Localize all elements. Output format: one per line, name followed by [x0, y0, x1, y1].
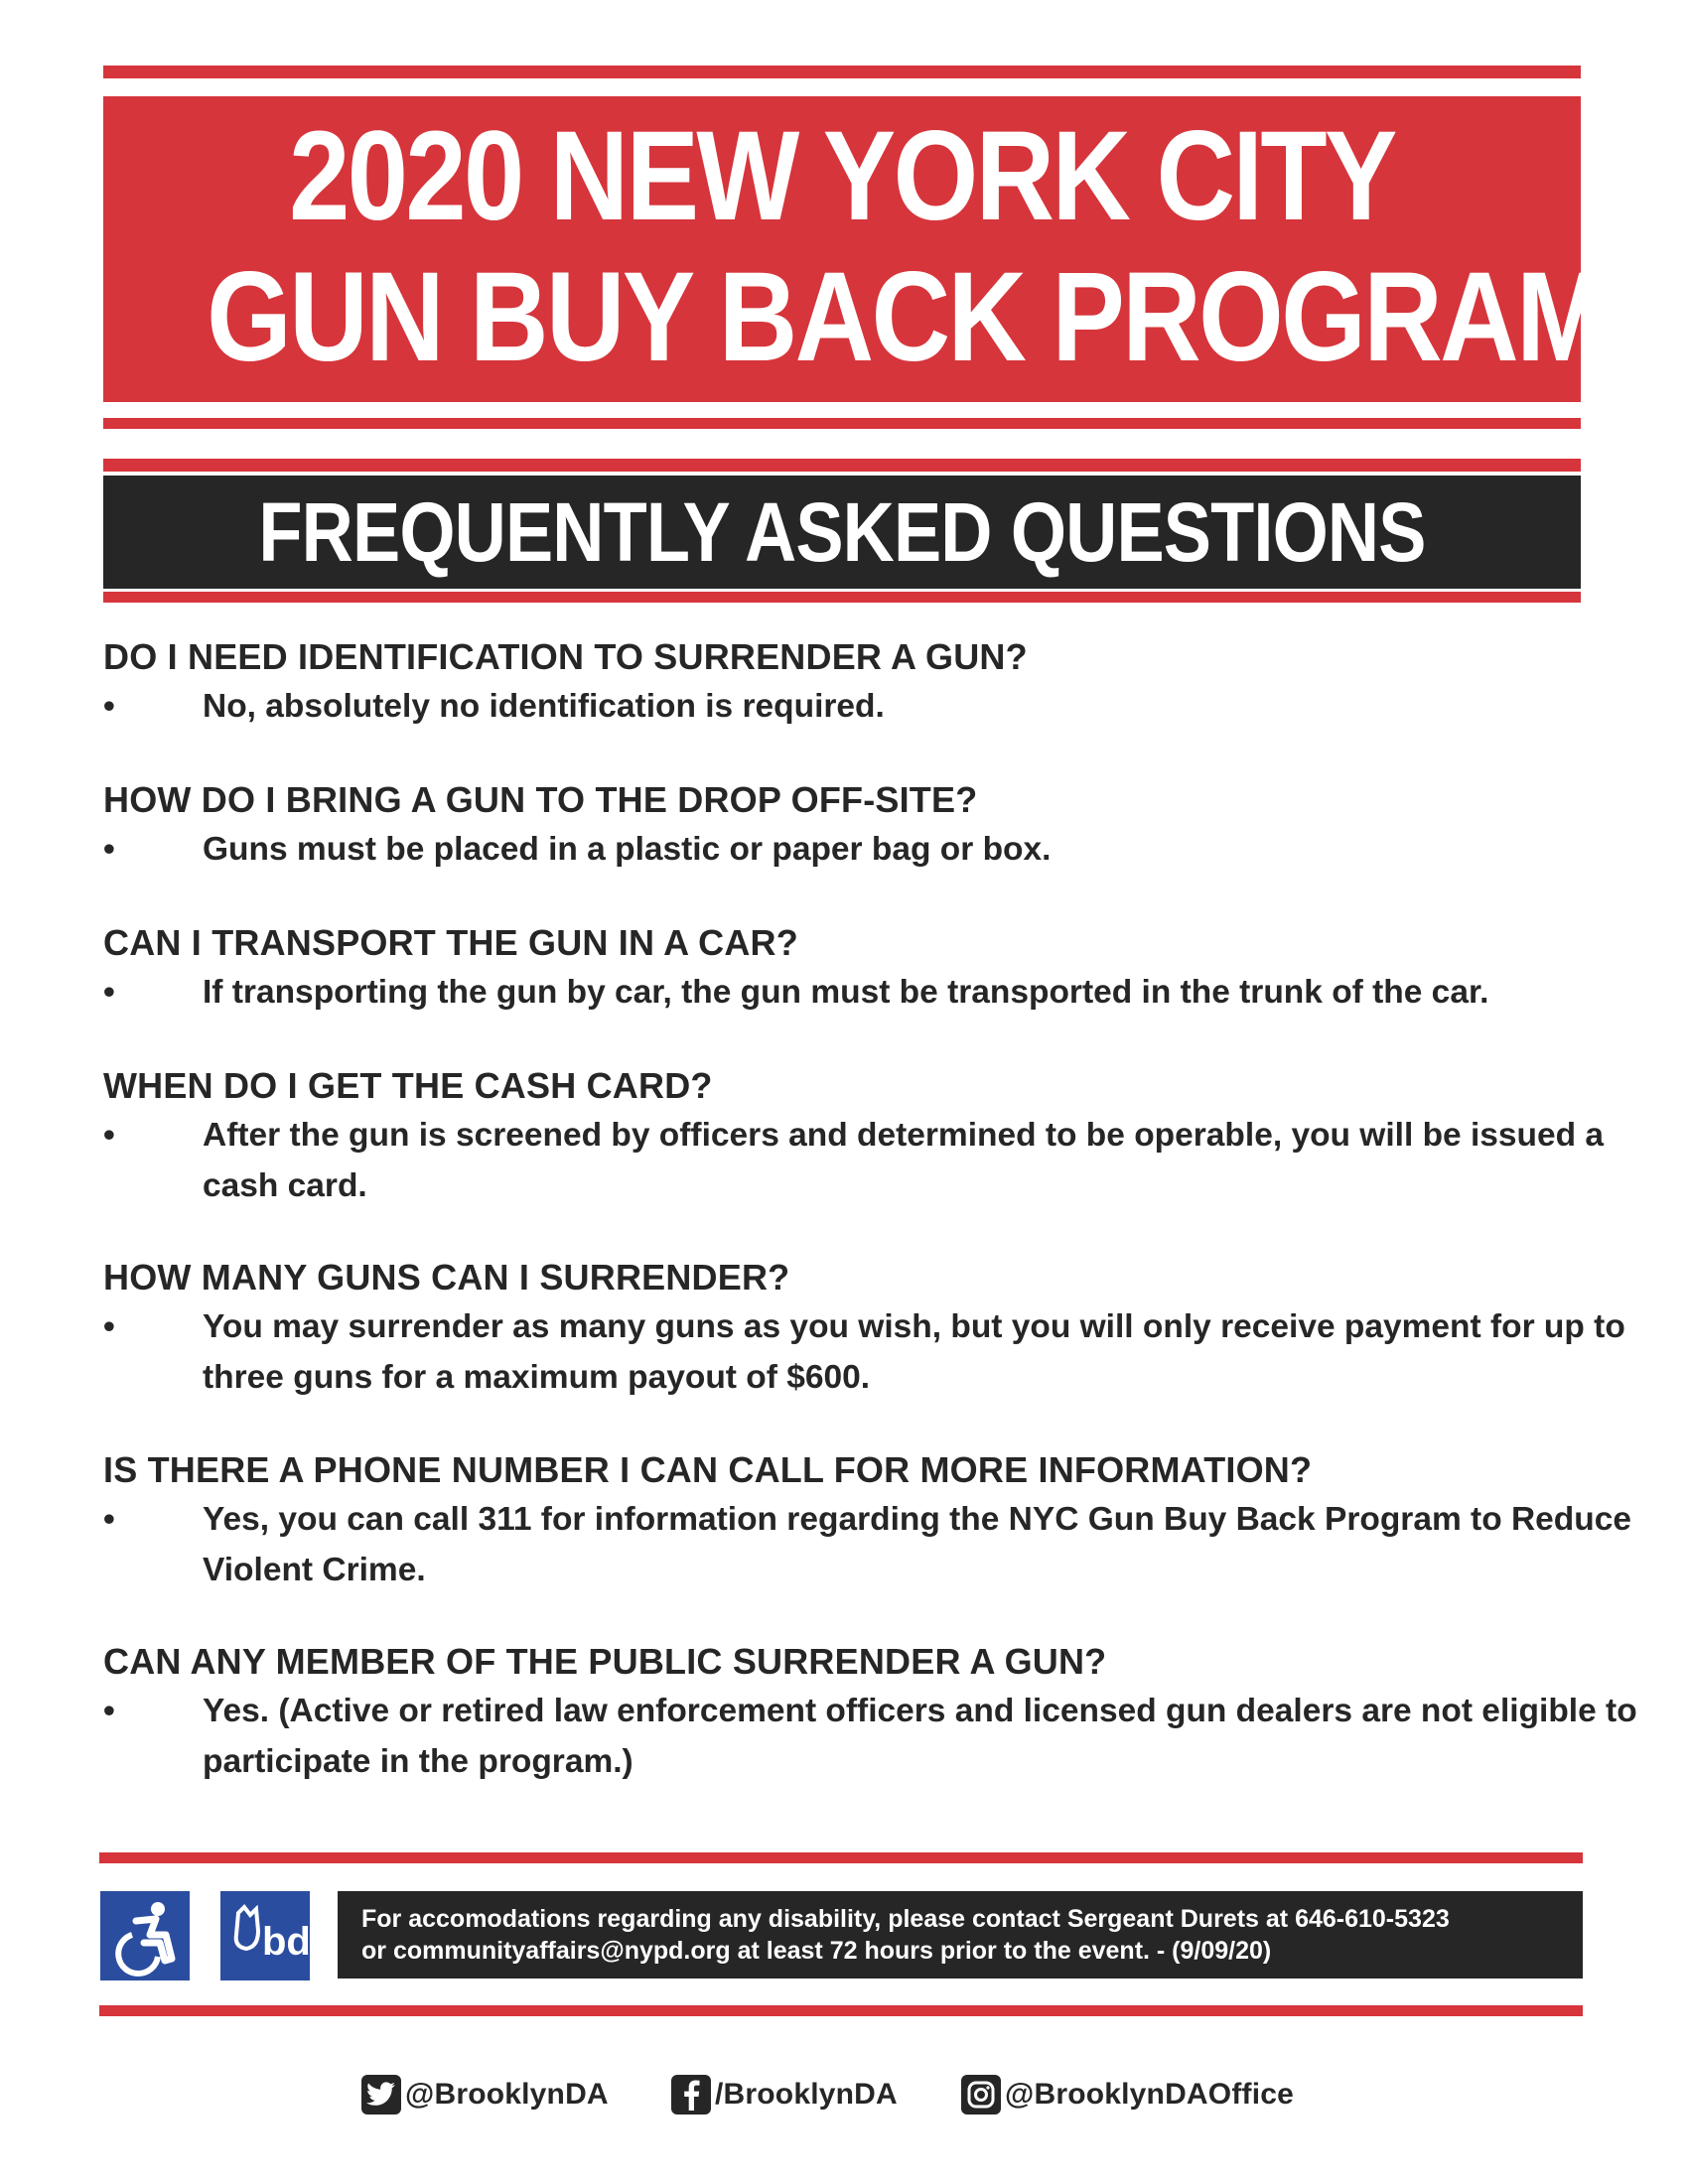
faq-question: DO I NEED IDENTIFICATION TO SURRENDER A GUN? — [103, 636, 1028, 677]
sign-language-icon-svg — [220, 1891, 310, 1980]
instagram-icon — [961, 2075, 1001, 2115]
bullet: • — [103, 688, 115, 725]
faq-answer — [103, 967, 1593, 1018]
faq-question: IS THERE A PHONE NUMBER I CAN CALL FOR MORE INFORMATION? — [103, 1449, 1313, 1490]
faq-answer-text: Yes. (Active or retired law enforcement officers and licensed gun dealers are not eligible to participate in the program.) — [203, 1693, 1637, 1780]
bullet: • — [103, 1501, 115, 1538]
svg-text:bd: bd — [262, 1920, 310, 1964]
instagram-handle: @BrooklynDAOffice — [1005, 2078, 1295, 2111]
page-title-line-1: 2020 NEW YORK CITY — [289, 105, 1395, 247]
notice-line-1: For accomodations regarding any disability, please contact Sergeant Durets at 646-610-5323 — [361, 1905, 1450, 1933]
faq-answer-text: If transporting the gun by car, the gun must be transported in the trunk of the car. — [203, 974, 1489, 1011]
social-twitter[interactable] — [361, 2073, 609, 2116]
faq-item — [103, 1638, 1637, 1787]
sign-language-icon — [220, 1891, 310, 1980]
notice-line-2: or communityaffairs@nypd.org at least 72 hours prior to the event. - (9/09/20) — [361, 1937, 1272, 1965]
faq-answer-text: No, absolutely no identification is required. — [203, 688, 885, 725]
bullet: • — [103, 1308, 115, 1345]
footer-bottom-rule — [99, 2005, 1583, 2016]
faq-answer — [103, 681, 1593, 732]
page-title-line-2: GUN BUY BACK PROGRAM — [207, 246, 1606, 388]
faq-question: CAN ANY MEMBER OF THE PUBLIC SURRENDER A GUN? — [103, 1641, 1107, 1682]
faq-answer — [103, 824, 1593, 875]
faq-item — [103, 1446, 1631, 1595]
faq-answer-text: After the gun is screened by officers and determined to be operable, you will be issued a cash card. — [203, 1117, 1605, 1204]
faq-item — [103, 919, 1593, 1018]
faq-question: HOW MANY GUNS CAN I SURRENDER? — [103, 1257, 790, 1297]
bullet: • — [103, 831, 115, 868]
faq-answer — [103, 1494, 1672, 1595]
faq-question: HOW DO I BRING A GUN TO THE DROP OFF-SITE? — [103, 779, 978, 820]
faq-item — [103, 1254, 1625, 1403]
facebook-handle: /BrooklynDA — [715, 2078, 898, 2111]
faq-answer — [103, 1686, 1652, 1787]
faq-answer-text: Guns must be placed in a plastic or paper bag or box. — [203, 831, 1052, 868]
social-facebook[interactable] — [671, 2073, 898, 2116]
title-underline-1 — [103, 418, 1581, 429]
accessibility-icon — [100, 1891, 190, 1980]
faq-heading-underline — [103, 592, 1581, 603]
faq-answer — [103, 1110, 1682, 1211]
faq-answer-text: Yes, you can call 311 for information regarding the NYC Gun Buy Back Program to Reduce Violent Crime. — [203, 1501, 1631, 1588]
faq-heading-banner — [103, 476, 1581, 589]
accommodation-notice — [338, 1891, 1583, 1979]
faq-answer-text: You may surrender as many guns as you wish, but you will only receive payment for up to three guns for a maximum payout of $600. — [203, 1308, 1625, 1396]
faq-item — [103, 633, 1593, 732]
faq-item — [103, 776, 1593, 875]
facebook-icon — [671, 2075, 711, 2115]
title-underline-2 — [103, 459, 1581, 472]
bullet: • — [103, 1693, 115, 1729]
faq-heading: FREQUENTLY ASKED QUESTIONS — [258, 485, 1426, 579]
footer-top-rule — [99, 1852, 1583, 1863]
social-instagram[interactable] — [961, 2073, 1294, 2116]
faq-answer — [103, 1301, 1687, 1403]
faq-question: WHEN DO I GET THE CASH CARD? — [103, 1065, 713, 1106]
title-banner — [103, 96, 1606, 402]
accessibility-icon-svg — [100, 1891, 190, 1980]
bullet: • — [103, 1117, 115, 1154]
faq-item — [103, 1062, 1605, 1211]
twitter-icon — [361, 2075, 401, 2115]
top-rule — [103, 66, 1581, 78]
twitter-handle: @BrooklynDA — [405, 2078, 609, 2111]
faq-question: CAN I TRANSPORT THE GUN IN A CAR? — [103, 922, 798, 963]
bullet: • — [103, 974, 115, 1011]
